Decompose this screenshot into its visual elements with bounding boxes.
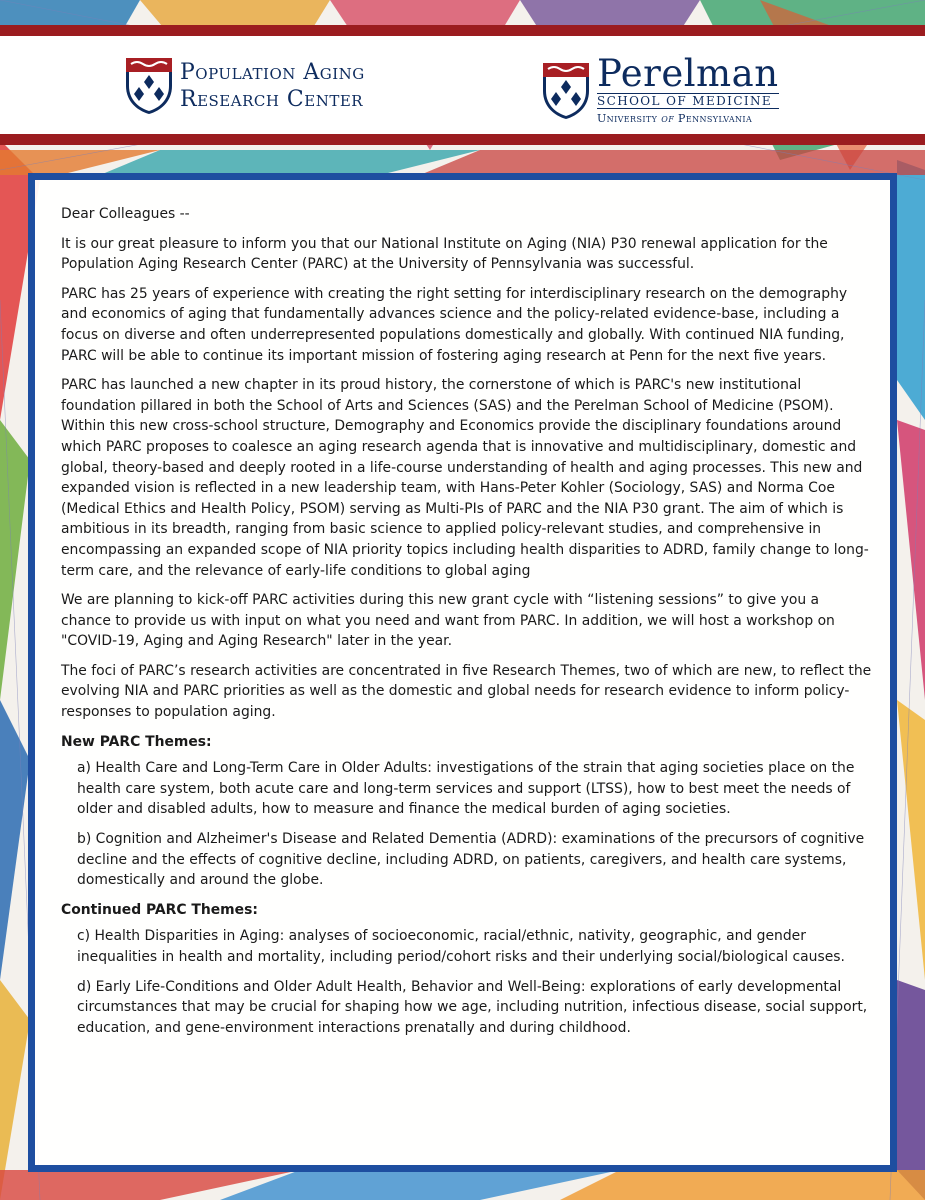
psom-univ-of: of xyxy=(661,112,675,125)
greeting: Dear Colleagues -- xyxy=(61,206,190,222)
psom-logo xyxy=(541,52,779,125)
psom-univ-pre: University xyxy=(597,112,662,125)
theme-b: b) Cognition and Alzheimer's Disease and Related Dementia (ADRD): examinations of the precursors of cognitive decline and the effects of cognitive decline, including ADRD, on patients, caregivers, and health care systems, domestically and around the globe. xyxy=(77,831,865,889)
psom-university xyxy=(597,112,779,125)
psom-univ-post: Pennsylvania xyxy=(674,112,753,125)
psom-school: SCHOOL OF MEDICINE xyxy=(597,93,779,109)
theme-a: a) Health Care and Long-Term Care in Older Adults: investigations of the strain that aging societies place on the health care system, both acute care and long-term services and support (LTSS), how to best meet the needs of older and disabled adults, how to measure and finance the medical burden of aging societies. xyxy=(77,760,855,818)
parc-logo xyxy=(124,56,365,116)
psom-wordmark xyxy=(597,52,779,125)
paragraph-1: It is our great pleasure to inform you that our National Institute on Aging (NIA) P30 renewal application for the Population Aging Research Center (PARC) at the University of Pennsylvania was successful. xyxy=(61,235,828,273)
paragraph-2: PARC has 25 years of experience with creating the right setting for interdisciplinary research on the demography and economics of aging that fundamentally advances science and the policy-related evidence-base, including a focus on diverse and often underrepresented populations domestically and globally. With continued NIA funding, PARC will be able to continue its important mission of fostering aging research at Penn for the next five years. xyxy=(61,285,848,364)
paragraph-4: We are planning to kick-off PARC activities during this new grant cycle with “listening sessions” to give you a chance to provide us with input on what you need and want from PARC. In addition, we will host a workshop on "COVID-19, Aging and Aging Research" later in the year. xyxy=(61,592,835,650)
parc-line1: Population Aging xyxy=(180,60,365,85)
paragraph-3: PARC has launched a new chapter in its proud history, the cornerstone of which is PARC's new institutional foundation pillared in both the School of Arts and Sciences (SAS) and the Perelman School of Medicine (PSOM). Within this new cross-school structure, Demography and Economics provide the disciplinary foundations around which PARC proposes to coalesce an aging research agenda that is innovative and multidisciplinary, domestic and global, theory-based and deeply rooted in a life-course understanding of health and aging processes. This new and expanded vision is reflected in a new leadership team, with Hans-Peter Kohler (Sociology, SAS) and Norma Coe (Medical Ethics and Health Policy, PSOM) serving as Multi-PIs of PARC and the NIA P30 grant. The aim of which is ambitious in its breadth, ranging from basic science to applied policy-relevant studies, and comprehensive in encompassing an expanded scope of NIA priority topics including health disparities to ADRD, family change to long-term care, and the relevance of early-life conditions to global aging xyxy=(61,377,869,579)
header-top-bar xyxy=(0,25,925,36)
letter-body xyxy=(61,204,873,1047)
psom-name: Perelman xyxy=(597,52,779,95)
parc-wordmark xyxy=(180,59,365,113)
penn-shield-icon xyxy=(124,56,174,116)
theme-d: d) Early Life-Conditions and Older Adult Health, Behavior and Well-Being: explorations of early developmental circumstances that may be crucial for shaping how we age, including nutrition, infectious disease, social support, education, and gene-environment interactions prenatally and during childhood. xyxy=(77,978,868,1036)
header-band xyxy=(0,25,925,145)
parc-line2: Research Center xyxy=(180,87,364,112)
continued-themes-heading: Continued PARC Themes: xyxy=(61,901,258,918)
penn-shield-icon xyxy=(541,61,591,121)
theme-c: c) Health Disparities in Aging: analyses of socioeconomic, racial/ethnic, nativity, geographic, and gender inequalities in health and mortality, including period/cohort risks and their underlying social/biological causes. xyxy=(77,928,845,965)
paragraph-5: The foci of PARC’s research activities are concentrated in five Research Themes, two of which are new, to reflect the evolving NIA and PARC priorities as well as the domestic and global needs for research evidence to inform policy-responses to population aging. xyxy=(61,662,872,721)
header-bottom-bar xyxy=(0,134,925,145)
new-themes-heading: New PARC Themes: xyxy=(61,733,212,750)
letter-panel xyxy=(28,173,897,1172)
